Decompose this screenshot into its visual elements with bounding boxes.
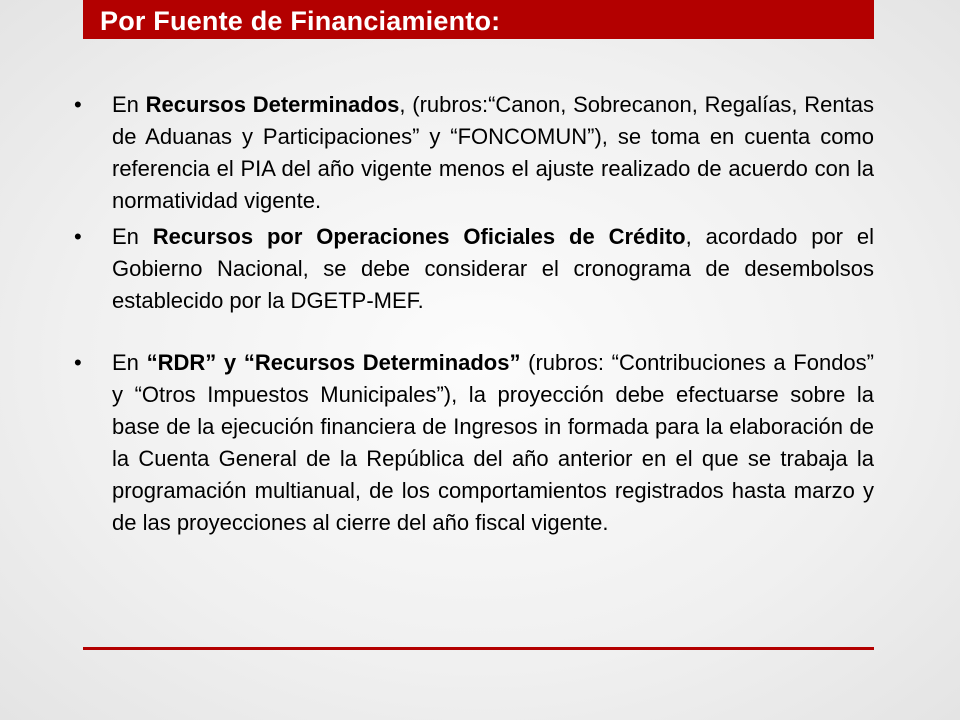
bullet-text xyxy=(112,350,874,535)
bullet-marker: • xyxy=(74,92,82,117)
bullet-text-prefix: En xyxy=(112,92,146,117)
bullet-text-prefix: En xyxy=(112,224,153,249)
bullet-item-recursos-determinados xyxy=(70,89,874,217)
bullet-list xyxy=(70,89,874,539)
bullet-text-bold: “RDR” y “Recursos Determinados” xyxy=(146,350,521,375)
bullet-text-body: , (rubros:“Canon, Sobrecanon, Regalías, Rentas de Aduanas y Participaciones” y “FONCOMUN”), se toma en cuenta como referencia el PIA del año vigente menos el ajuste realizado de acuerdo con la normatividad vigente. xyxy=(112,92,874,213)
bottom-divider xyxy=(83,647,874,650)
title-bar xyxy=(83,0,874,39)
bullet-marker: • xyxy=(74,350,82,375)
bullet-text xyxy=(112,92,874,213)
page-title: Por Fuente de Financiamiento: xyxy=(100,6,501,36)
bullet-text-prefix: En xyxy=(112,350,147,375)
bullet-text-bold: Recursos por Operaciones Oficiales de Crédito xyxy=(152,224,686,249)
bullet-text-body: , acordado por el Gobierno Nacional, se debe considerar el cronograma de desembolsos establecido por la DGETP-MEF. xyxy=(112,224,875,313)
bullet-text xyxy=(112,224,874,313)
bullet-text-bold: Recursos Determinados xyxy=(145,92,400,117)
bullet-item-operaciones-credito xyxy=(70,221,874,317)
bullet-marker: • xyxy=(74,224,82,249)
bullet-text-body: (rubros: “Contribuciones a Fondos” y “Otros Impuestos Municipales”), la proyección debe efectuarse sobre la base de la ejecución financiera de Ingresos in formada para la elaboración de la Cuenta General de la República del año anterior en el que se trabaja la programación multianual, de los comportamientos registrados hasta marzo y de las proyecciones al cierre del año fiscal vigente. xyxy=(112,350,874,535)
bullet-item-rdr xyxy=(70,347,874,539)
